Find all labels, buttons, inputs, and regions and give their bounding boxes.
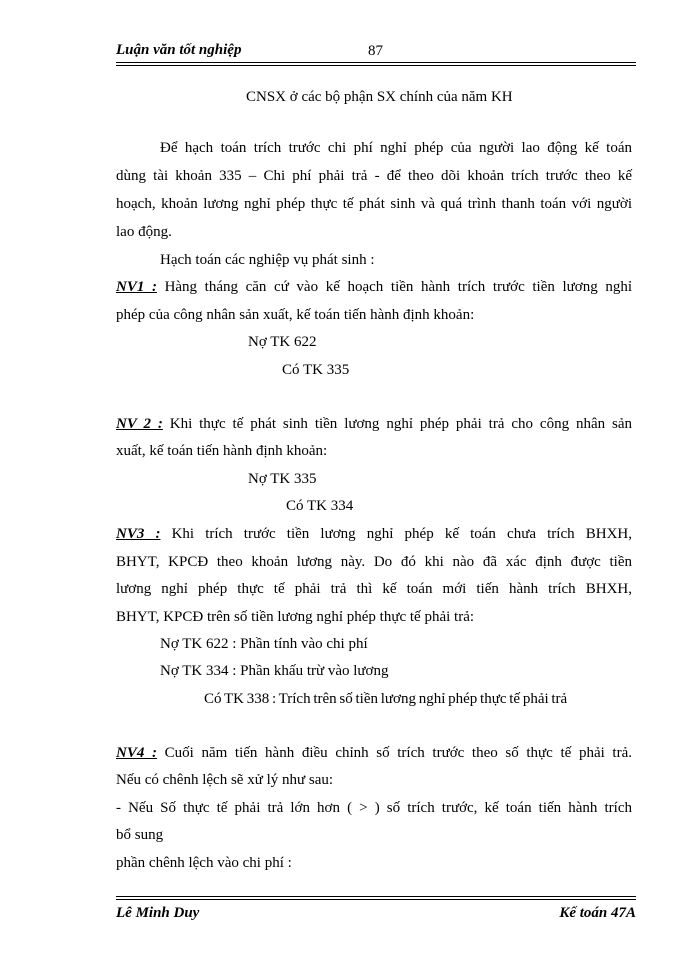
nv4-label: NV4 :: [116, 745, 157, 761]
nv4-line: Nếu có chênh lệch sẽ xử lý như sau:: [116, 772, 334, 788]
journal-entry: Nợ TK 334 : Phần khấu trừ vào lương: [160, 663, 389, 679]
nv3-line: BHYT, KPCĐ trên số tiền lương nghỉ phép thực tế phải trả:: [116, 609, 475, 625]
paragraph-line: Hạch toán các nghiệp vụ phát sinh :: [160, 252, 375, 268]
journal-credit: Có TK 334: [286, 498, 354, 514]
nv1-line: [116, 278, 632, 296]
journal-debit: Nợ TK 335: [248, 471, 317, 487]
caption: CNSX ở các bộ phận SX chính của năm KH: [246, 89, 513, 105]
journal-credit: Có TK 335: [282, 362, 350, 378]
nv2-label: NV 2 :: [116, 416, 163, 432]
nv1-label: NV1 :: [116, 279, 157, 295]
journal-entry: Nợ TK 622 : Phần tính vào chi phí: [160, 636, 368, 652]
footer-rule-thin: [116, 896, 636, 897]
footer-rule: [116, 899, 636, 900]
footer-author: Lê Minh Duy: [116, 905, 200, 921]
nv2-text: Khi thực tế phát sinh tiền lương nghỉ phép phải trả cho công nhân sản: [162, 416, 633, 432]
nv1-text: Hàng tháng căn cứ vào kế hoạch tiền hành trích trước tiền lương nghỉ: [156, 279, 632, 295]
nv3-line: lương nghỉ phép thực tế phải trả thì kế toán mới tiến hành trích BHXH,: [116, 581, 632, 597]
nv4-line: - Nếu Số thực tế phải trả lớn hơn ( > ) số trích trước, kế toán tiến hành trích: [116, 800, 632, 816]
nv3-label: NV3 :: [116, 526, 161, 542]
nv4-line: bổ sung: [116, 827, 164, 843]
paragraph-line: Để hạch toán trích trước chi phí nghỉ phép của người lao động kế toán: [160, 140, 632, 156]
nv2-line: xuất, kế toán tiến hành định khoản:: [116, 443, 328, 459]
nv2-line: [116, 415, 632, 433]
footer-class: Kế toán 47A: [559, 905, 636, 921]
nv4-line: [116, 744, 632, 762]
header-rule-thin: [116, 65, 636, 66]
nv4-text: Cuối năm tiến hành điều chỉnh số trích trước theo số thực tế phải trả.: [156, 745, 632, 761]
paragraph-line: lao động.: [116, 224, 172, 240]
paragraph-line: hoạch, khoản lương nghỉ phép thực tế phát sinh và quá trình thanh toán với người: [116, 196, 632, 212]
nv3-line: BHYT, KPCĐ theo khoản lương này. Do đó khi nào đã xác định được tiền: [116, 554, 632, 570]
header-rule: [116, 62, 636, 63]
nv3-text: Khi trích trước tiền lương nghỉ phép kế toán chưa trích BHXH,: [160, 526, 632, 542]
nv1-line: phép của công nhân sản xuất, kế toán tiến hành định khoản:: [116, 307, 475, 323]
journal-debit: Nợ TK 622: [248, 334, 317, 350]
journal-entry: Có TK 338 : Trích trên số tiền lương nghỉ phép thực tế phải trả: [204, 691, 568, 707]
paragraph-line: dùng tài khoản 335 – Chi phí phải trả - để theo dõi khoản trích trước theo kế: [116, 168, 632, 184]
nv4-line: phần chênh lệch vào chi phí :: [116, 855, 292, 871]
header-title: Luận văn tốt nghiệp: [116, 42, 242, 58]
nv3-line: [116, 525, 632, 543]
page-number: 87: [368, 43, 383, 59]
